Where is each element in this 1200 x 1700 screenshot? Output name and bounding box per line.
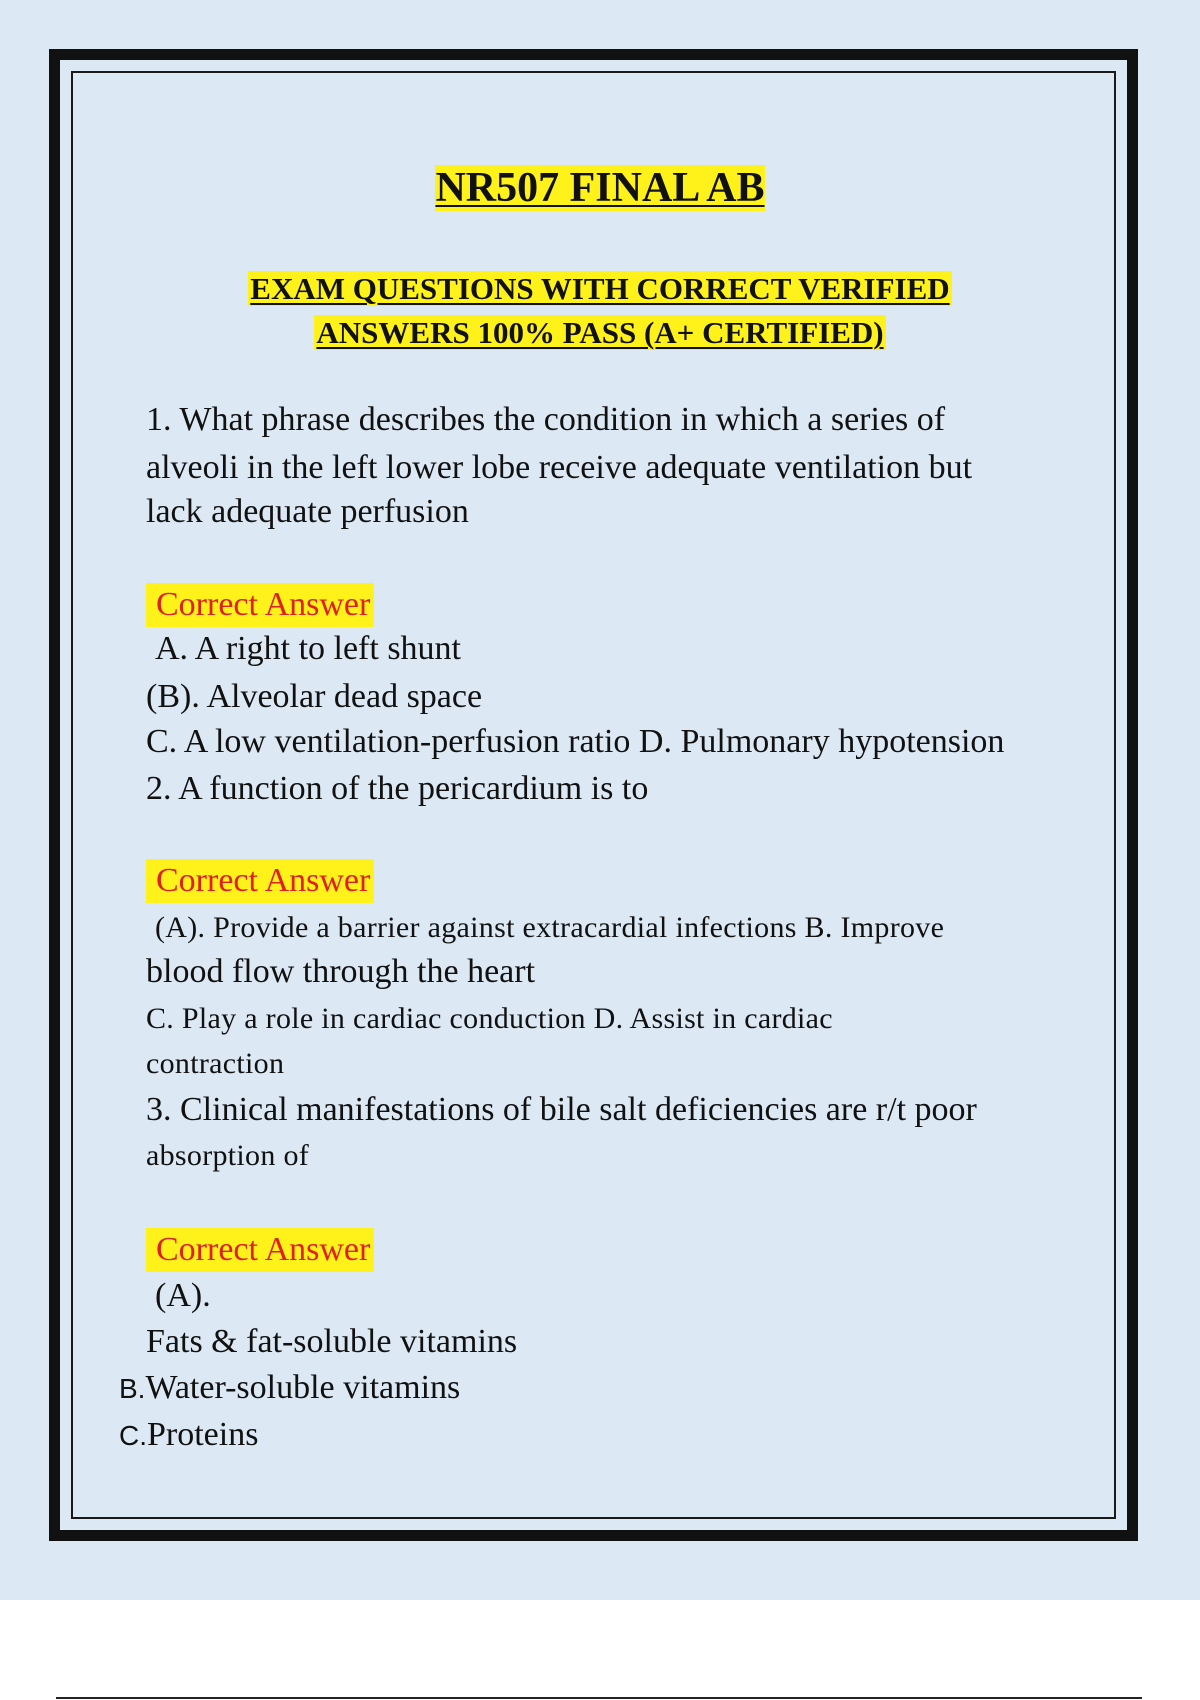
q2-option-line-2: blood flow through the heart <box>146 953 536 990</box>
document-title <box>0 162 1200 214</box>
q3-option-b <box>119 1366 460 1411</box>
document-subtitle <box>0 267 1200 355</box>
q3-option-a-text: Fats & fat-soluble vitamins <box>146 1323 518 1360</box>
document-title-text: NR507 FINAL AB <box>435 165 765 211</box>
q3-correct-answer-label: Correct Answer <box>146 1228 374 1272</box>
q2-text-line-1: 2. A function of the pericardium is to <box>146 770 649 807</box>
q1-option-c-d: C. A low ventilation-perfusion ratio D. Pulmonary hypotension <box>146 723 1005 760</box>
subtitle-line-1: EXAM QUESTIONS WITH CORRECT VERIFIED <box>250 271 950 306</box>
q3-text-line-2: absorption of <box>146 1139 310 1172</box>
q2-option-line-1: (A). Provide a barrier against extracardial infections B. Improve <box>155 911 945 944</box>
q1-text-line-2: alveoli in the left lower lobe receive adequate ventilation but <box>146 449 973 486</box>
q1-correct-answer-label: Correct Answer <box>146 583 374 627</box>
subtitle-line-2: ANSWERS 100% PASS (A+ CERTIFIED) <box>316 315 884 350</box>
q1-option-a: A. A right to left shunt <box>155 630 461 667</box>
q1-text-line-3: lack adequate perfusion <box>146 493 469 530</box>
q2-correct-answer-label: Correct Answer <box>146 859 374 903</box>
bottom-divider <box>56 1697 1142 1699</box>
q2-option-line-4: contraction <box>146 1047 285 1080</box>
q3-option-b-text: Water-soluble vitamins <box>145 1369 461 1406</box>
q3-option-b-letter: B. <box>119 1373 146 1404</box>
q3-text-line-1: 3. Clinical manifestations of bile salt deficiencies are r/t poor <box>146 1091 977 1128</box>
q2-option-line-3: C. Play a role in cardiac conduction D. Assist in cardiac <box>146 1002 833 1035</box>
q1-option-b: (B). Alveolar dead space <box>146 678 483 715</box>
q3-option-a-label: (A). <box>155 1277 211 1314</box>
q3-option-c-text: Proteins <box>147 1416 259 1453</box>
q3-option-c-letter: C. <box>119 1420 147 1451</box>
q3-option-c <box>119 1413 258 1458</box>
q1-text-line-1: 1. What phrase describes the condition in which a series of <box>146 401 946 438</box>
